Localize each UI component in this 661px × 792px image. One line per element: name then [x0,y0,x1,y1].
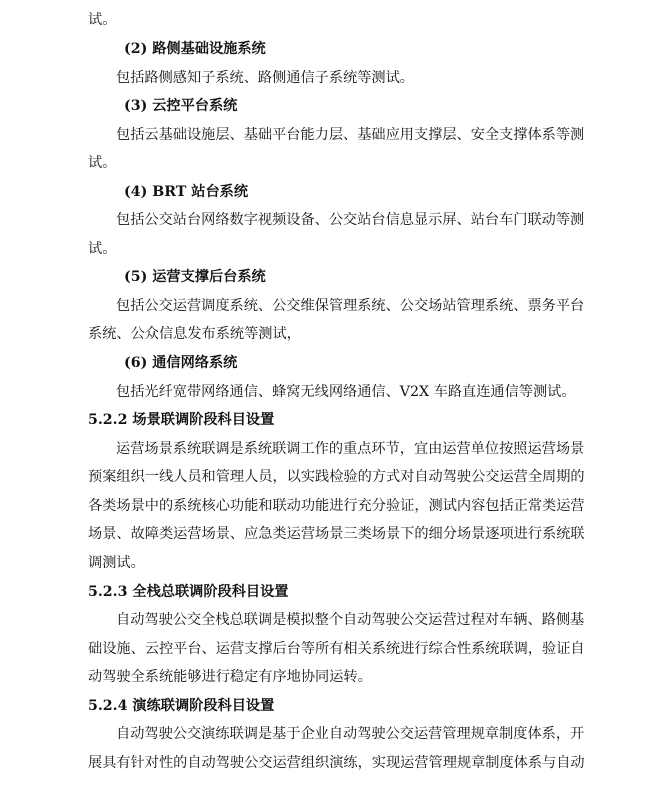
paragraph-line: 动驾驶全系统能够进行稳定有序地协同运转。 [88,669,372,685]
paragraph-line: 包括公交站台网络数字视频设备、公交站台信息显示屏、站台车门联动等测 [116,212,585,228]
paragraph-line: 运营场景系统联调是系统联调工作的重点环节，宜由运营单位按照运营场景 [116,441,585,457]
heading-operation-support-backend: (5) 运营支撑后台系统 [124,269,266,285]
paragraph-line: 各类场景中的系统核心功能和联动功能进行充分验证，测试内容包括正常类运营 [88,498,585,514]
paragraph-line: 自动驾驶公交演练联调是基于企业自动驾驶公交运营管理规章制度体系，开 [116,726,585,742]
section-heading-5-2-2: 5.2.2 场景联调阶段科目设置 [88,412,275,428]
heading-brt-station-system: (4) BRT 站台系统 [124,184,249,200]
paragraph-line: 系统、公众信息发布系统等测试， [88,326,301,342]
section-heading-5-2-3: 5.2.3 全栈总联调阶段科目设置 [88,584,289,600]
paragraph-line: 础设施、云控平台、运营支撑后台等所有相关系统进行综合性系统联调，验证自 [88,641,585,657]
paragraph-line: 包括路侧感知子系统、路侧通信子系统等测试。 [116,70,414,86]
paragraph-line: 试。 [88,155,117,171]
heading-roadside-infrastructure: (2) 路侧基础设施系统 [124,41,266,57]
paragraph-line: 展具有针对性的自动驾驶公交运营组织演练，实现运营管理规章制度体系与自动 [88,755,585,771]
section-heading-5-2-4: 5.2.4 演练联调阶段科目设置 [88,698,275,714]
paragraph-line: 预案组织一线人员和管理人员，以实践检验的方式对自动驾驶公交运营全周期的 [88,469,585,485]
paragraph-line: 包括光纤宽带网络通信、蜂窝无线网络通信、V2X 车路直连通信等测试。 [116,384,576,400]
paragraph-line: 试。 [88,241,117,257]
paragraph-line: 调测试。 [88,555,145,571]
paragraph-line: 试。 [88,12,117,28]
paragraph-line: 包括公交运营调度系统、公交维保管理系统、公交场站管理系统、票务平台 [116,298,585,314]
paragraph-line: 场景、故障类运营场景、应急类运营场景三类场景下的细分场景逐项进行系统联 [88,526,585,542]
heading-communication-network: (6) 通信网络系统 [124,355,238,371]
paragraph-line: 包括云基础设施层、基础平台能力层、基础应用支撑层、安全支撑体系等测 [116,127,585,143]
heading-cloud-control-platform: (3) 云控平台系统 [124,98,238,114]
paragraph-line: 自动驾驶公交全栈总联调是模拟整个自动驾驶公交运营过程对车辆、路侧基 [116,612,585,628]
